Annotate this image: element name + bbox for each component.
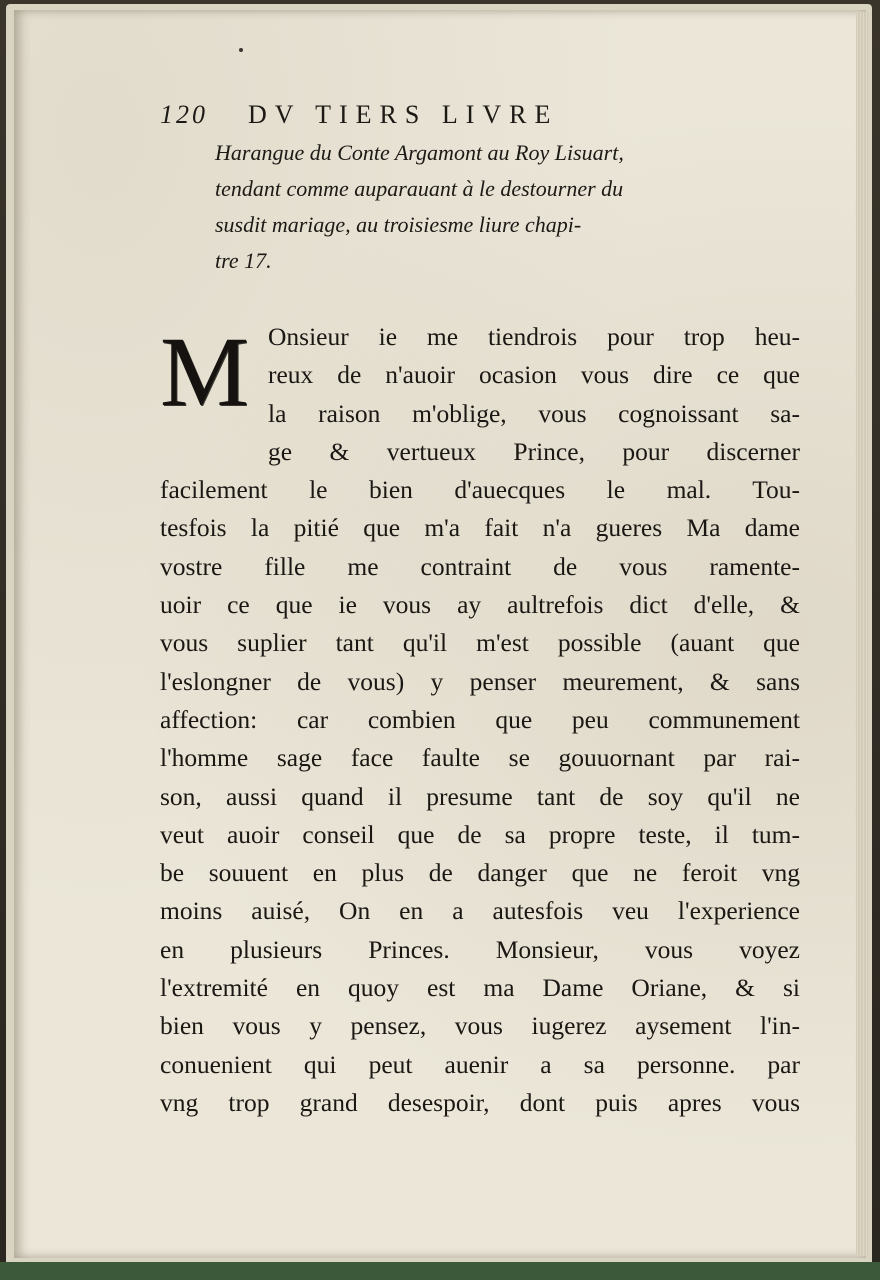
text-line: veut auoir conseil que de sa propre teste, il tum- bbox=[160, 819, 800, 849]
text-line: affection: car combien que peu communement bbox=[160, 704, 800, 734]
text-line: vng trop grand desespoir, dont puis apres vous bbox=[160, 1087, 800, 1117]
text-line: l'eslongner de vous) y penser meurement, & sans bbox=[160, 666, 800, 696]
body-text bbox=[160, 318, 800, 1122]
ink-speck bbox=[239, 48, 243, 52]
text-line: vous suplier tant qu'il m'est possible (auant que bbox=[160, 628, 800, 658]
text-line: vostre fille me contraint de vous ramente- bbox=[160, 551, 800, 581]
text-line: be souuent en plus de danger que ne feroit vng bbox=[160, 858, 800, 888]
running-head bbox=[160, 100, 810, 140]
heading-line: tendant comme auparauant à le destourner du bbox=[215, 176, 624, 201]
text-line: conuenient qui peut auenir a sa personne. par bbox=[160, 1049, 800, 1079]
page-number: 120 bbox=[160, 100, 208, 129]
text-line: Onsieur ie me tiendrois pour trop heu- bbox=[268, 322, 800, 351]
text-line: son, aussi quand il presume tant de soy qu'il ne bbox=[160, 781, 800, 811]
running-title: DV TIERS LIVRE bbox=[248, 100, 559, 129]
drop-capital: M bbox=[160, 316, 249, 427]
heading-line: susdit mariage, au troisiesme liure chapi- bbox=[215, 212, 582, 237]
heading-line: tre 17. bbox=[215, 248, 272, 273]
text-line: en plusieurs Princes. Monsieur, vous voyez bbox=[160, 934, 800, 964]
text-line: reux de n'auoir ocasion vous dire ce que bbox=[268, 360, 800, 390]
cover-edge bbox=[0, 1262, 880, 1280]
text-line: facilement le bien d'auecques le mal. Tou- bbox=[160, 475, 800, 505]
text-line: l'homme sage face faulte se gouuornant par rai- bbox=[160, 743, 800, 773]
chapter-heading bbox=[215, 135, 815, 279]
text-line: bien vous y pensez, vous iugerez aysement l'in- bbox=[160, 1011, 800, 1041]
text-line: moins auisé, On en a autesfois veu l'experience bbox=[160, 896, 800, 926]
text-line: ge & vertueux Prince, pour discerner bbox=[268, 436, 800, 466]
text-line: la raison m'oblige, vous cognoissant sa- bbox=[268, 398, 800, 428]
text-line: uoir ce que ie vous ay aultrefois dict d'elle, & bbox=[160, 590, 800, 620]
text-line: l'extremité en quoy est ma Dame Oriane, & si bbox=[160, 973, 800, 1003]
page-edges bbox=[856, 12, 868, 1256]
text-line: tesfois la pitié que m'a fait n'a gueres Ma dame bbox=[160, 513, 800, 543]
heading-line: Harangue du Conte Argamont au Roy Lisuart, bbox=[215, 140, 624, 165]
